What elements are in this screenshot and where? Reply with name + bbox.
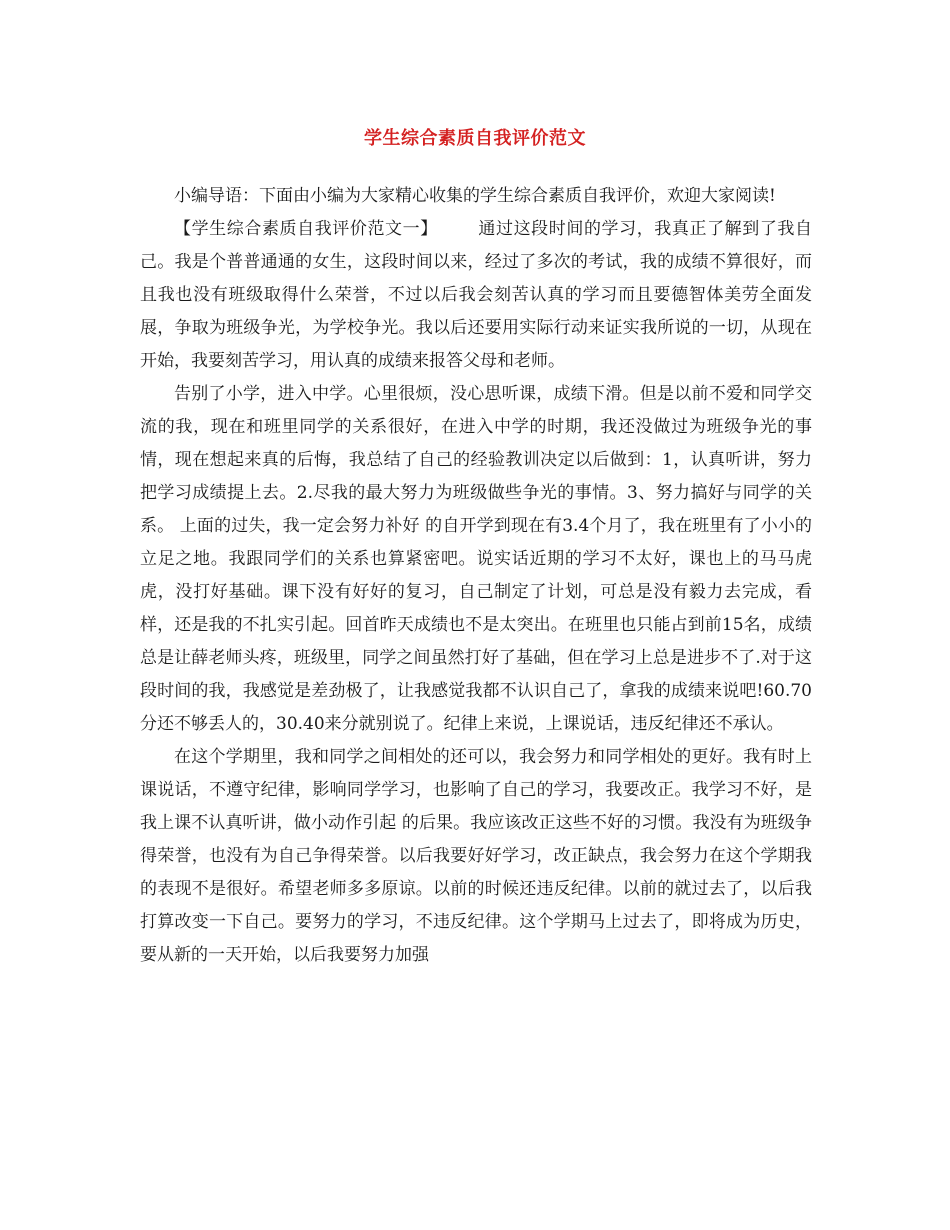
section-heading: 【学生综合素质自我评价范文一】 [174,219,438,239]
paragraph-2: 告别了小学，进入中学。心里很烦，没心思听课，成绩下滑。但是以前不爱和同学交流的我，现在和班里同学的关系很好，在进入中学的时期，我还没做过为班级争光的事情，现在想起来真的后悔，我总结了自己的经验教训决定以后做到：1，认真听讲，努力把学习成绩提上去。2.尽我的最大努力为班级做些争光的事情。3、努力搞好与同学的关系。 上面的过失，我一定会努力补好 的自开学到现在有3.4个月了，我在班里有了小小的立足之地。我跟同学们的关系也算紧密吧。说实话近期的学习不太好，课也上的马马虎虎，没打好基础。课下没有好好的复习，自己制定了计划，可总是没有毅力去完成，看样，还是我的不扎实引起。回首昨天成绩也不是太突出。在班里也只能占到前15名，成绩总是让薛老师头疼，班级里，同学之间虽然打好了基础，但在学习上总是进步不了.对于这段时间的我，我感觉是差劲极了，让我感觉我都不认识自己了，拿我的成绩来说吧!60.70分还不够丢人的，30.40来分就别说了。纪律上来说，上课说话，违反纪律还不承认。 [140,384,812,734]
document-body [140,180,812,972]
paragraph-3: 在这个学期里，我和同学之间相处的还可以，我会努力和同学相处的更好。我有时上课说话，不遵守纪律，影响同学学习，也影响了自己的学习，我要改正。我学习不好，是我上课不认真听讲，做小动作引起 的后果。我应该改正这些不好的习惯。我没有为班级争得荣誉，也没有为自己争得荣誉。以后我要好好学习，改正缺点，我会努力在这个学期我的表现不是很好。希望老师多多原谅。以前的时候还违反纪律。以前的就过去了，以后我打算改变一下自己。要努力的学习，不违反纪律。这个学期马上过去了，即将成为历史，要从新的一天开始，以后我要努力加强 [140,747,812,965]
intro-paragraph: 小编导语：下面由小编为大家精心收集的学生综合素质自我评价，欢迎大家阅读! [174,186,776,206]
document-title: 学生综合素质自我评价范文 [364,128,586,149]
paragraph-1 [140,213,812,378]
paragraph-1-text: 通过这段时间的学习，我真正了解到了我自己。我是个普普通通的女生，这段时间以来，经过了多次的考试，我的成绩不算很好，而且我也没有班级取得什么荣誉，不过以后我会刻苦认真的学习而且要德智体美劳全面发展，争取为班级争光，为学校争光。我以后还要用实际行动来证实我所说的一切，从现在开始，我要刻苦学习，用认真的成绩来报答父母和老师。 [140,219,813,371]
